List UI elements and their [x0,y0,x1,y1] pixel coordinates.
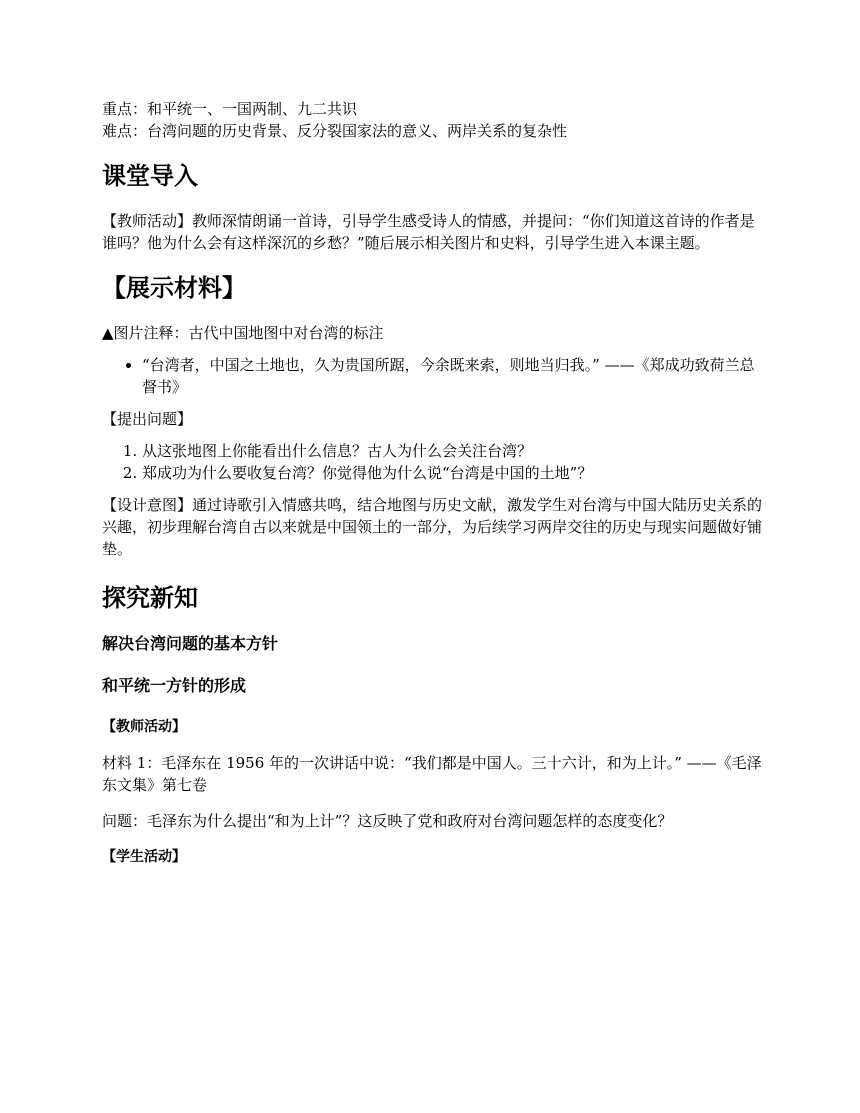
intro-heading: 课堂导入 [102,162,198,190]
key-points: 重点：和平统一、一国两制、九二共识 [102,100,358,118]
material-1: 材料 1：毛泽东在 1956 年的一次讲话中说：“我们都是中国人。三十六计，和为上计。” ——《毛泽东文集》第七卷 [102,754,762,794]
explore-heading: 探究新知 [102,584,198,612]
quote-item: • “台湾者，中国之土地也，久为贵国所踞，今余既来索，则地当归我。” ——《郑成功致荷兰总督书》 [142,354,762,398]
difficult-points: 难点：台湾问题的历史背景、反分裂国家法的意义、两岸关系的复杂性 [102,122,568,140]
questions-list [102,440,762,484]
teacher-activity-label: 【教师活动】 [102,719,186,735]
intro-teacher-activity: 【教师活动】教师深情朗诵一首诗，引导学生感受诗人的情感，并提问：“你们知道这首诗的作者是谁吗？他为什么会有这样深沉的乡愁？”随后展示相关图片和史料，引导学生进入本课主题。 [102,212,755,252]
student-activity-label: 【学生活动】 [102,849,186,865]
questions-label: 【提出问题】 [102,410,193,428]
image-note: ▲图片注释：古代中国地图中对台湾的标注 [102,324,384,342]
explore-subsubheading: 和平统一方针的形成 [102,676,247,695]
materials-heading: 【展示材料】 [102,274,246,302]
question-item: 1. 从这张地图上你能看出什么信息？古人为什么会关注台湾？ [142,440,762,462]
design-intent: 【设计意图】通过诗歌引入情感共鸣，结合地图与历史文献，激发学生对台湾与中国大陆历史关系的兴趣，初步理解台湾自古以来就是中国领土的一部分，为后续学习两岸交往的历史与现实问题做好铺垫。 [102,496,763,558]
quote-list [102,354,762,398]
question-item: 2. 郑成功为什么要收复台湾？你觉得他为什么说“台湾是中国的土地”？ [142,462,762,484]
explore-subheading: 解决台湾问题的基本方针 [102,634,279,653]
explore-question: 问题：毛泽东为什么提出“和为上计”？这反映了党和政府对台湾问题怎样的态度变化？ [102,812,673,830]
document-page [102,98,762,868]
